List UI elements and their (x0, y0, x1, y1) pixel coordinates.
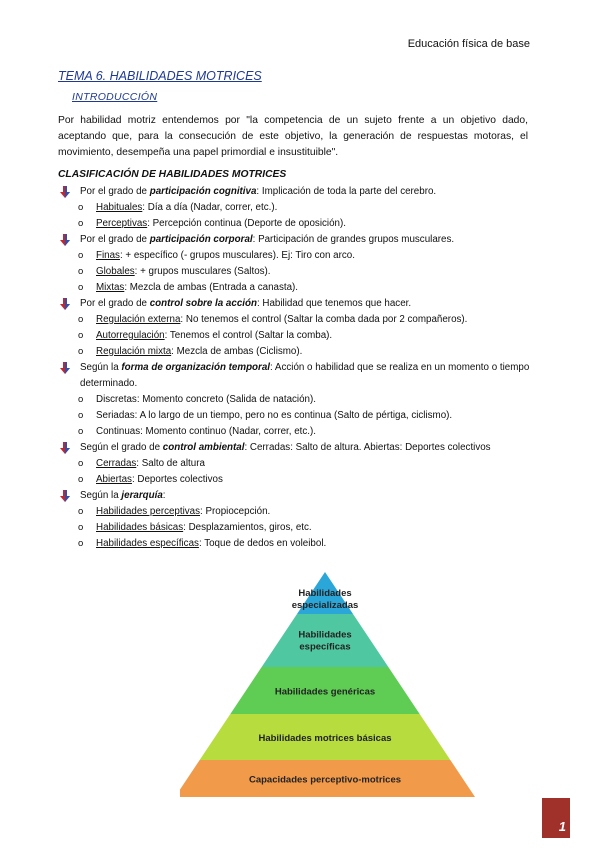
criterion-description: : Acción o habilidad que se realiza en un momento o tiempo determinado. (80, 362, 530, 389)
classification-list (58, 184, 530, 552)
circle-bullet-icon: o (78, 426, 84, 437)
criterion-description: : Implicación de toda la parte del cerebro. (256, 186, 437, 197)
circle-bullet-icon: o (78, 538, 84, 549)
pyramid-chart (180, 572, 490, 797)
circle-bullet-icon: o (78, 282, 84, 293)
subitem-description: Continuas: Momento continuo (Nadar, correr, etc.). (96, 426, 316, 437)
pyramid-level (262, 614, 389, 667)
intro-paragraph: Por habilidad motriz entendemos por "la competencia de un sujeto frente a un objetivo dado, aceptando que, para la consecución de este objetivo, la generación de respuestas motoras, el movimiento, desempeña una papel primordial e insustituible". (58, 115, 528, 158)
section-introduction-heading: INTRODUCCIÓN (72, 91, 158, 103)
circle-bullet-icon: o (78, 522, 84, 533)
criterion-prefix: Por el grado de (80, 298, 150, 309)
subitem-term: Globales (96, 266, 135, 277)
classification-subitem (58, 456, 530, 472)
classification-subitem (58, 536, 530, 552)
subitem-term: Habilidades perceptivas (96, 506, 201, 517)
classification-heading: CLASIFICACIÓN DE HABILIDADES MOTRICES (58, 169, 287, 180)
criterion-term: participación corporal (149, 234, 253, 245)
arrow-bullet-icon (58, 297, 72, 311)
circle-bullet-icon: o (78, 314, 84, 325)
subitem-description: : + grupos musculares (Saltos). (134, 266, 271, 277)
classification-subitem (58, 200, 530, 216)
subitem-description: : Día a día (Nadar, correr, etc.). (142, 202, 278, 213)
classification-subitem (58, 312, 530, 328)
subitem-description: : Mezcla de ambas (Entrada a canasta). (124, 282, 299, 293)
classification-subitem (58, 280, 530, 296)
circle-bullet-icon: o (78, 218, 84, 229)
criterion-prefix: Por el grado de (80, 186, 150, 197)
page-number-badge (542, 798, 570, 838)
subitem-description: : Percepción continua (Deporte de oposición). (147, 218, 346, 229)
subitem-term: Habilidades específicas (96, 538, 199, 549)
circle-bullet-icon: o (78, 346, 84, 357)
document-title: TEMA 6. HABILIDADES MOTRICES (58, 69, 262, 83)
classification-subitem (58, 328, 530, 344)
arrow-bullet-icon (58, 185, 72, 199)
criterion-description: : (162, 490, 166, 501)
arrow-bullet-icon (58, 233, 72, 247)
arrow-bullet-icon (58, 441, 72, 455)
circle-bullet-icon: o (78, 330, 84, 341)
classification-item (58, 488, 530, 504)
classification-subitem (58, 392, 530, 408)
pyramid-level (200, 714, 451, 760)
subitem-description: : Toque de dedos en voleibol. (198, 538, 327, 549)
criterion-prefix: Según la (80, 362, 122, 373)
classification-subitem (58, 504, 530, 520)
classification-subitem (58, 344, 530, 360)
criterion-prefix: Según la (80, 490, 122, 501)
subitem-description: : Tenemos el control (Saltar la comba). (164, 330, 333, 341)
criterion-term: control sobre la acción (149, 298, 257, 309)
subitem-term: Abiertas (96, 474, 132, 485)
subitem-description: : Propiocepción. (200, 506, 271, 517)
pyramid-level-label: Capacidades perceptivo-motrices (248, 774, 402, 786)
criterion-prefix: Por el grado de (80, 234, 150, 245)
pyramid-level-label: específicas (299, 641, 351, 653)
pyramid-level-label: Habilidades genéricas (274, 686, 376, 698)
circle-bullet-icon: o (78, 410, 84, 421)
subitem-description: : Deportes colectivos (131, 474, 223, 485)
circle-bullet-icon: o (78, 250, 84, 261)
circle-bullet-icon: o (78, 474, 84, 485)
arrow-bullet-icon (58, 489, 72, 503)
subitem-description: Discretas: Momento concreto (Salida de natación). (96, 394, 316, 405)
criterion-description: : Habilidad que tenemos que hacer. (256, 298, 412, 309)
pyramid-level-label: Habilidades (298, 629, 352, 641)
page-header: Educación física de base (407, 38, 530, 50)
classification-item (58, 360, 530, 392)
pyramid-level-label: Habilidades (298, 588, 352, 599)
criterion-term: participación cognitiva (149, 186, 257, 197)
subitem-term: Autorregulación (96, 330, 165, 341)
classification-subitem (58, 248, 530, 264)
criterion-prefix: Según el grado de (80, 442, 163, 453)
circle-bullet-icon: o (78, 506, 84, 517)
subitem-term: Mixtas (96, 282, 125, 293)
classification-subitem (58, 472, 530, 488)
subitem-description: : Mezcla de ambas (Ciclismo). (171, 346, 303, 357)
circle-bullet-icon: o (78, 458, 84, 469)
circle-bullet-icon: o (78, 394, 84, 405)
subitem-term: Finas (96, 250, 120, 261)
classification-subitem (58, 408, 530, 424)
classification-subitem (58, 264, 530, 280)
subitem-term: Cerradas (96, 458, 137, 469)
classification-item (58, 184, 530, 200)
circle-bullet-icon: o (78, 266, 84, 277)
pyramid-level-shape (262, 614, 389, 667)
classification-item (58, 440, 530, 456)
classification-subitem (58, 424, 530, 440)
hierarchy-pyramid (180, 572, 490, 802)
subitem-description: : No tenemos el control (Saltar la comba dada por 2 compañeros). (180, 314, 468, 325)
pyramid-level (230, 667, 419, 714)
subitem-term: Regulación mixta (96, 346, 172, 357)
classification-item (58, 232, 530, 248)
criterion-term: jerarquía (121, 490, 163, 501)
arrow-bullet-icon (58, 361, 72, 375)
subitem-term: Habituales (96, 202, 143, 213)
criterion-term: forma de organización temporal (121, 362, 271, 373)
subitem-description: : + específico (- grupos musculares). Ej: Tiro con arco. (119, 250, 355, 261)
pyramid-level (292, 572, 359, 614)
criterion-description: : Participación de grandes grupos musculares. (252, 234, 455, 245)
page-number: 1 (558, 819, 566, 834)
subitem-description: Seriadas: A lo largo de un tiempo, pero no es continua (Salto de pértiga, ciclismo). (96, 410, 453, 421)
circle-bullet-icon: o (78, 202, 84, 213)
criterion-description: : Cerradas: Salto de altura. Abiertas: Deportes colectivos (244, 442, 491, 453)
subitem-description: : Desplazamientos, giros, etc. (183, 522, 312, 533)
subitem-description: : Salto de altura (136, 458, 205, 469)
classification-subitem (58, 216, 530, 232)
classification-item (58, 296, 530, 312)
subitem-term: Habilidades básicas (96, 522, 184, 533)
pyramid-level (180, 760, 475, 797)
classification-subitem (58, 520, 530, 536)
pyramid-level-label: especializadas (291, 600, 359, 611)
subitem-term: Perceptivas (96, 218, 148, 229)
criterion-term: control ambiental (162, 442, 245, 453)
pyramid-level-label: Habilidades motrices básicas (258, 733, 392, 744)
subitem-term: Regulación externa (96, 314, 181, 325)
